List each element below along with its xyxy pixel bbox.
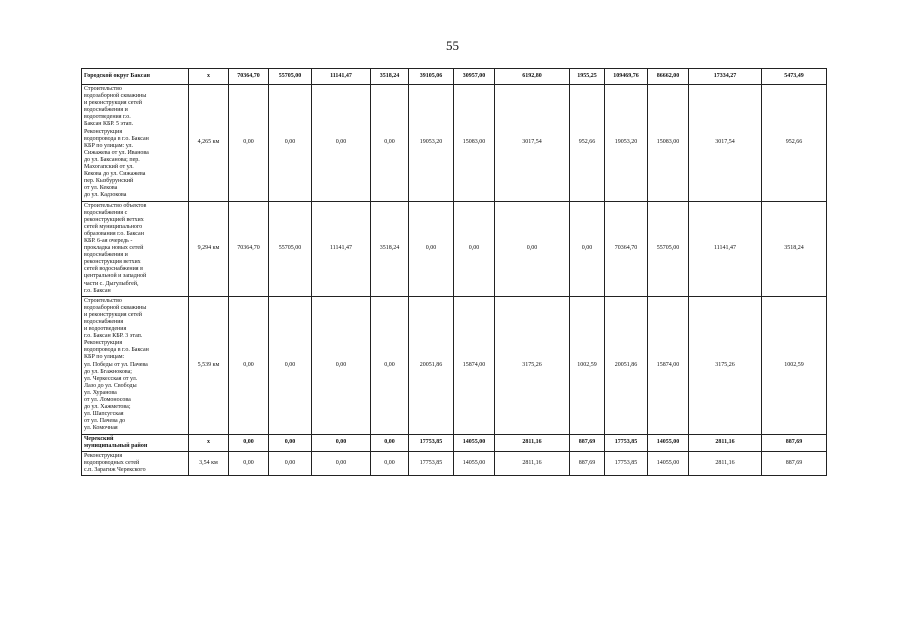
object-name-line: Лазо до ул. Свободы — [84, 382, 137, 389]
object-name-line: Реконструкция — [84, 340, 123, 347]
value-cell-col-8: 2811,16 — [495, 434, 570, 451]
table-row — [82, 201, 827, 296]
object-name-line: водоотведения г.о. — [84, 114, 131, 121]
object-name-line: реконструкция ветхих — [84, 259, 141, 266]
object-name-line: Строительство — [84, 86, 122, 92]
value-cell-col-9: 1955,25 — [570, 69, 605, 85]
value-cell-col-9: 0,00 — [570, 201, 605, 296]
budget-table — [81, 68, 827, 476]
value-cell-col-10: 109469,76 — [605, 69, 648, 85]
object-name-line: ул. Шапсугская — [84, 411, 124, 418]
table-row — [82, 451, 827, 475]
value-cell-col-3: 0,00 — [269, 85, 312, 202]
object-name-line: КБР. 6-ая очередь - — [84, 237, 133, 244]
value-cell-col-8: 6192,80 — [495, 69, 570, 85]
value-cell-col-9: 1002,59 — [570, 296, 605, 434]
value-cell-col-2: 0,00 — [229, 434, 269, 451]
value-cell-col-3: 0,00 — [269, 296, 312, 434]
object-name-line: Кекова до ул. Сижажева — [84, 171, 146, 178]
value-cell-col-13: 887,69 — [762, 451, 827, 475]
object-name-cell — [82, 296, 189, 434]
value-cell-col-12: 3017,54 — [689, 85, 762, 202]
table-row — [82, 296, 827, 434]
value-cell-col-10: 20051,86 — [605, 296, 648, 434]
object-name-line: до ул. Кадзокова — [84, 192, 127, 199]
object-name-line: ул. Черкесская от ул. — [84, 375, 138, 382]
value-cell-capacity: 3,54 км — [189, 451, 229, 475]
value-cell-col-5: 0,00 — [371, 85, 409, 202]
value-cell-col-11: 14055,00 — [648, 434, 689, 451]
object-name-line: сетей муниципального — [84, 223, 143, 230]
value-cell-col-4: 11141,47 — [312, 69, 371, 85]
object-name-line: до ул. Хажметова; — [84, 404, 131, 411]
table-total-row — [82, 69, 827, 85]
object-name-line: от ул. Пачева до — [84, 418, 126, 425]
value-cell-col-7: 15874,00 — [454, 296, 495, 434]
value-cell-col-7: 0,00 — [454, 201, 495, 296]
value-cell-col-12: 2811,16 — [689, 451, 762, 475]
object-name-line: Реконструкция — [84, 452, 123, 459]
object-name-line: Махогапский от ул. — [84, 164, 134, 171]
value-cell-capacity: 4,265 км — [189, 85, 229, 202]
value-cell-col-11: 55705,00 — [648, 201, 689, 296]
value-cell-col-2: 70364,70 — [229, 201, 269, 296]
value-cell-col-8: 3175,26 — [495, 296, 570, 434]
value-cell-col-10: 17753,85 — [605, 434, 648, 451]
value-cell-col-11: 14055,00 — [648, 451, 689, 475]
value-cell-col-5: 0,00 — [371, 434, 409, 451]
value-cell-col-5: 0,00 — [371, 296, 409, 434]
value-cell-col-4: 11141,47 — [312, 201, 371, 296]
value-cell-col-8: 0,00 — [495, 201, 570, 296]
object-name-line: водопроводных сетей — [84, 459, 140, 466]
object-name-line: водоснабжения и — [84, 252, 128, 259]
object-name-line: до ул. Бгажнокова; — [84, 368, 132, 375]
value-cell-col-7: 15083,00 — [454, 85, 495, 202]
value-cell-col-5: 3518,24 — [371, 201, 409, 296]
value-cell-capacity: х — [189, 434, 229, 451]
object-name-line: реконструкцией ветхих — [84, 216, 144, 223]
object-name-line: и реконструкция сетей — [84, 311, 142, 318]
value-cell-col-13: 3518,24 — [762, 201, 827, 296]
object-name-line: до ул. Баксанова; пер. — [84, 156, 140, 163]
value-cell-col-2: 70364,70 — [229, 69, 269, 85]
value-cell-col-9: 952,66 — [570, 85, 605, 202]
value-cell-col-12: 17334,27 — [689, 69, 762, 85]
object-name-line: Реконструкция — [84, 128, 123, 135]
object-name-line: Городской округ Баксан — [84, 72, 150, 79]
value-cell-col-5: 3518,24 — [371, 69, 409, 85]
object-name-line: Строительство объектов — [84, 202, 147, 209]
object-name-line: водозаборной скважины — [84, 304, 147, 311]
object-name-line: Баксан КБР. 5 этап. — [84, 121, 134, 128]
page-number: 55 — [446, 38, 459, 53]
object-name-line: пер. Кызбурунский — [84, 178, 134, 185]
value-cell-col-11: 15083,00 — [648, 85, 689, 202]
value-cell-col-7: 14055,00 — [454, 434, 495, 451]
value-cell-col-10: 70364,70 — [605, 201, 648, 296]
value-cell-col-3: 0,00 — [269, 451, 312, 475]
value-cell-col-13: 1002,59 — [762, 296, 827, 434]
value-cell-col-6: 20051,86 — [409, 296, 454, 434]
object-name-line: центральной и западной — [84, 273, 147, 280]
object-name-line: Сижажева от ул. Иванова — [84, 149, 149, 156]
object-name-line: водопровода в г.о. Баксан — [84, 135, 149, 142]
value-cell-col-6: 19053,20 — [409, 85, 454, 202]
object-name-line: водоснабжения с — [84, 209, 128, 216]
object-name-line: от ул. Ломоносова — [84, 397, 131, 404]
value-cell-capacity: 9,294 км — [189, 201, 229, 296]
object-name-cell — [82, 201, 189, 296]
value-cell-col-9: 887,69 — [570, 434, 605, 451]
value-cell-col-2: 0,00 — [229, 296, 269, 434]
value-cell-col-3: 55705,00 — [269, 69, 312, 85]
value-cell-col-3: 0,00 — [269, 434, 312, 451]
value-cell-col-11: 86662,00 — [648, 69, 689, 85]
object-name-line: водозаборной скважины — [84, 93, 147, 100]
value-cell-col-8: 3017,54 — [495, 85, 570, 202]
value-cell-col-12: 11141,47 — [689, 201, 762, 296]
object-name-line: ул. Комочная — [84, 425, 118, 432]
object-name-line: прокладка новых сетей — [84, 245, 144, 252]
object-name-line: водоснабжения и — [84, 107, 128, 114]
object-name-line: г.о. Баксан — [84, 287, 111, 294]
value-cell-col-10: 17753,85 — [605, 451, 648, 475]
object-name-cell — [82, 434, 189, 451]
value-cell-col-5: 0,00 — [371, 451, 409, 475]
value-cell-col-6: 17753,85 — [409, 451, 454, 475]
object-name-line: ул. Победы от ул. Пачева — [84, 361, 148, 368]
object-name-cell — [82, 451, 189, 475]
value-cell-col-12: 2811,16 — [689, 434, 762, 451]
value-cell-col-6: 39105,06 — [409, 69, 454, 85]
value-cell-capacity: 5,539 км — [189, 296, 229, 434]
object-name-line: с.п. Зарагиж Черекского — [84, 466, 146, 473]
value-cell-col-11: 15874,00 — [648, 296, 689, 434]
object-name-line: от ул. Кекова — [84, 185, 118, 192]
value-cell-col-6: 17753,85 — [409, 434, 454, 451]
value-cell-col-12: 3175,26 — [689, 296, 762, 434]
value-cell-col-10: 19053,20 — [605, 85, 648, 202]
object-name-line: образования г.о. Баксан — [84, 230, 144, 237]
object-name-cell — [82, 69, 189, 85]
value-cell-capacity: х — [189, 69, 229, 85]
value-cell-col-4: 0,00 — [312, 85, 371, 202]
object-name-line: г.о. Баксан КБР. 3 этап. — [84, 333, 143, 340]
object-name-line: водоснабжения — [84, 319, 124, 325]
object-name-line: и реконструкция сетей — [84, 100, 142, 107]
value-cell-col-9: 887,69 — [570, 451, 605, 475]
value-cell-col-13: 5473,49 — [762, 69, 827, 85]
value-cell-col-4: 0,00 — [312, 434, 371, 451]
value-cell-col-7: 30957,00 — [454, 69, 495, 85]
object-name-line: части с. Дыгулыбгей, — [84, 280, 139, 287]
object-name-line: Черекский — [84, 435, 114, 442]
object-name-line: и водоотведения — [84, 326, 127, 333]
table-total-row — [82, 434, 827, 451]
value-cell-col-8: 2811,16 — [495, 451, 570, 475]
object-name-line: сетей водоснабжения в — [84, 266, 143, 273]
value-cell-col-13: 952,66 — [762, 85, 827, 202]
object-name-line: муниципальный район — [84, 442, 148, 449]
value-cell-col-6: 0,00 — [409, 201, 454, 296]
object-name-cell — [82, 85, 189, 202]
value-cell-col-2: 0,00 — [229, 451, 269, 475]
value-cell-col-2: 0,00 — [229, 85, 269, 202]
value-cell-col-3: 55705,00 — [269, 201, 312, 296]
value-cell-col-7: 14055,00 — [454, 451, 495, 475]
object-name-line: КБР по улицам: ул. — [84, 142, 134, 149]
object-name-line: КБР по улицам: — [84, 354, 125, 361]
table-row — [82, 85, 827, 202]
object-name-line: водопровода в г.о. Баксан — [84, 347, 149, 354]
value-cell-col-4: 0,00 — [312, 296, 371, 434]
value-cell-col-4: 0,00 — [312, 451, 371, 475]
value-cell-col-13: 887,69 — [762, 434, 827, 451]
object-name-line: Строительство — [84, 297, 122, 304]
object-name-line: ул. Хуранова — [84, 389, 117, 396]
